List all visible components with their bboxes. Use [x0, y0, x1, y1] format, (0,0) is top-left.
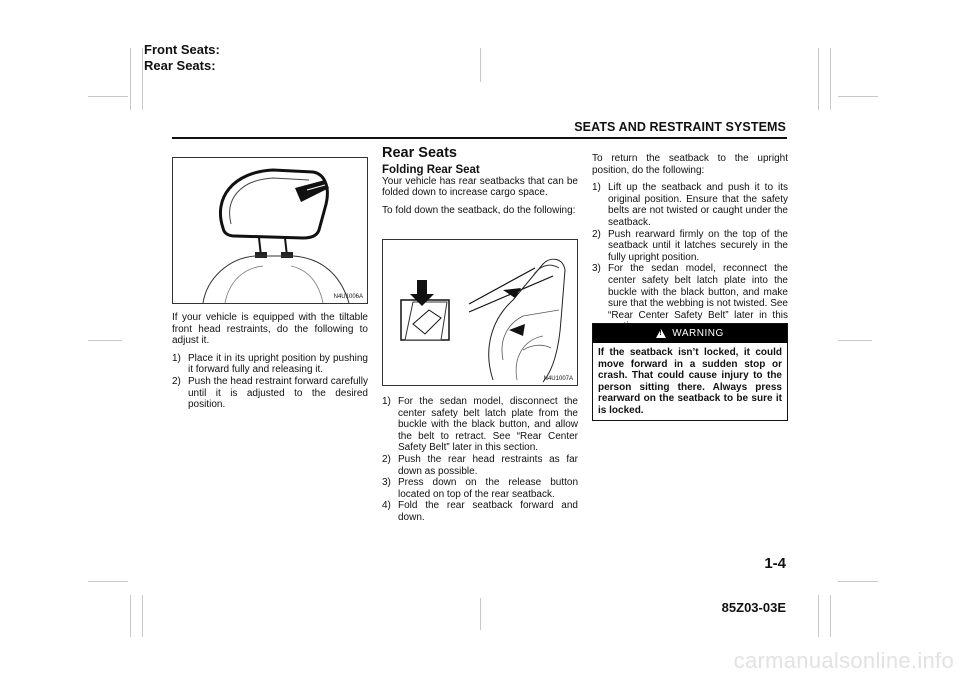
crop-mark	[838, 340, 872, 341]
crop-mark	[480, 598, 481, 630]
folding-seat-illustration	[383, 240, 577, 385]
list-item	[172, 376, 368, 411]
warning-box	[592, 323, 788, 421]
figure-code: N4U1006A	[333, 294, 363, 300]
warning-text: If the seatback isn’t locked, it could move forward in a sudden stop or crash. That could cause injury to the person sitting there. Always press rearward on the seatback to be sure it is locked.	[598, 347, 782, 416]
warning-header	[593, 324, 787, 343]
crop-mark	[88, 581, 128, 582]
step-text: Lift up the seatback and push it to its original position. Ensure that the safety belts are not twisted or caught under the seatback.	[608, 182, 788, 228]
crop-mark	[830, 48, 831, 110]
step-text: For the sedan model, reconnect the center safety belt latch plate into the buckle with the black button, and make sure that the webbing is not twisted. See “Rear Center Safety Belt” later in this	[608, 263, 788, 321]
running-header	[144, 42, 220, 74]
column-left	[172, 312, 368, 411]
crop-mark	[88, 340, 122, 341]
warning-triangle-icon	[656, 329, 666, 338]
step-number: 3)	[592, 263, 601, 275]
column-middle	[382, 145, 578, 222]
page-number: 1-4	[764, 555, 786, 572]
crop-mark	[480, 48, 481, 82]
running-header-line: Front Seats:	[144, 42, 220, 57]
step-text: Push the rear head restraints as far down as possible.	[398, 453, 578, 477]
warning-title: WARNING	[672, 328, 724, 339]
folding-seat-figure	[382, 239, 578, 386]
list-item	[382, 477, 578, 500]
crop-mark	[830, 595, 831, 637]
steps-list	[172, 353, 368, 411]
crop-mark	[818, 48, 819, 110]
step-text: Fold the rear seatback forward and down.	[398, 500, 578, 523]
step-number: 4)	[382, 500, 391, 512]
paragraph: To return the seatback to the upright position, do the following:	[592, 153, 788, 176]
crop-mark	[818, 595, 819, 637]
subsection-heading: Folding Rear Seat	[382, 163, 480, 176]
running-header-line: Rear Seats:	[144, 58, 216, 73]
steps-list	[592, 182, 788, 333]
list-item	[592, 182, 788, 228]
step-number: 2)	[172, 375, 181, 387]
column-middle-steps	[382, 396, 578, 524]
list-item	[382, 454, 578, 477]
step-number: 1)	[382, 396, 391, 407]
crop-mark	[88, 96, 128, 97]
step-text: Press down on the release button located on top of the rear seatback.	[398, 477, 578, 500]
crop-mark	[838, 96, 878, 97]
column-right	[592, 153, 788, 333]
head-restraint-illustration	[173, 158, 367, 303]
list-item	[172, 353, 368, 376]
paragraph: If your vehicle is equipped with the tiltable front head restraints, do the following to adjust it.	[172, 312, 368, 347]
step-number: 3)	[382, 477, 391, 489]
watermark: carmanualsonline.info	[733, 648, 954, 673]
document-code: 85Z03-03E	[721, 600, 786, 615]
step-number: 2)	[592, 228, 601, 240]
crop-mark	[142, 48, 143, 110]
section-title: SEATS AND RESTRAINT SYSTEMS	[574, 120, 786, 134]
paragraph: Your vehicle has rear seatbacks that can be folded down to increase cargo space.	[382, 175, 578, 199]
crop-mark	[130, 48, 131, 110]
step-number: 2)	[382, 453, 391, 465]
paragraph: To fold down the seatback, do the following:	[382, 204, 576, 216]
step-text: Place it in its upright position by pushing it forward fully and releasing it.	[188, 352, 368, 376]
crop-mark	[838, 581, 878, 582]
step-text: Push the head restraint forward carefully until it is adjusted to the desired position.	[188, 375, 368, 411]
list-item	[592, 229, 788, 264]
step-text: For the sedan model, disconnect the center safety belt latch plate from the buckle with the black button, and allow the belt to retract. See “Rear Center Safety Belt” later in this section.	[398, 396, 578, 454]
head-restraint-figure	[172, 157, 368, 304]
step-number: 1)	[172, 352, 181, 364]
crop-mark	[142, 595, 143, 637]
list-item	[382, 396, 578, 454]
section-heading: Rear Seats	[382, 145, 457, 161]
figure-code: N4U1007A	[543, 376, 573, 382]
step-number: 1)	[592, 182, 601, 194]
crop-mark	[130, 595, 131, 637]
list-item	[382, 500, 578, 523]
step-text: Push rearward firmly on the top of the seatback until it latches securely in the fully upright position.	[608, 228, 788, 263]
steps-list	[382, 396, 578, 524]
header-rule	[172, 137, 787, 139]
